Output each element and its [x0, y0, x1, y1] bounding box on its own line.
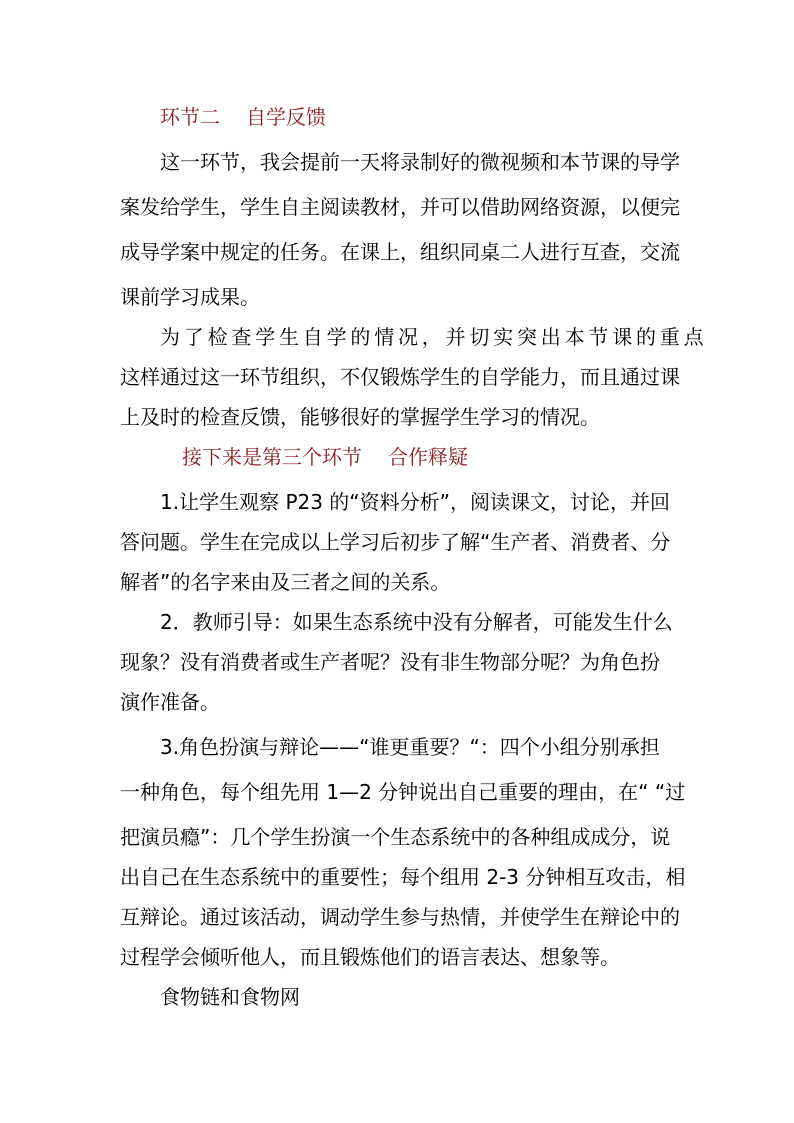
section2-heading-title: 自学反馈 — [246, 105, 326, 129]
section2-heading — [160, 105, 326, 129]
check-line-1: 为了检查学生自学的情况，并切实突出本节课的重点 — [160, 325, 708, 349]
section3-heading-label: 接下来是第三个环节 — [182, 445, 362, 469]
section3-heading — [182, 445, 468, 469]
item1-line-2: 答问题。学生在完成以上学习后初步了解“生产者、消费者、分 — [120, 530, 671, 554]
item2-line-1: 2．教师引导：如果生态系统中没有分解者，可能发生什么 — [160, 610, 673, 634]
item3-line-6: 过程学会倾听他人，而且锻炼他们的语言表达、想象等。 — [120, 945, 620, 969]
item2-line-2: 现象？没有消费者或生产者呢？没有非生物部分呢？为角色扮 — [120, 650, 660, 674]
section3-heading-title: 合作释疑 — [388, 445, 468, 469]
item3-line-1: 3.角色扮演与辩论——“谁更重要？“：四个小组分别承担 — [160, 735, 660, 759]
item3-line-2: 一种角色，每个组先用 1—2 分钟说出自己重要的理由，在“ “过 — [120, 780, 686, 804]
item2-line-3: 演作准备。 — [120, 690, 220, 714]
next-topic-heading: 食物链和食物网 — [160, 985, 300, 1009]
section2-line-4: 课前学习成果。 — [120, 285, 260, 309]
check-line-3: 上及时的检查反馈，能够很好的掌握学生学习的情况。 — [120, 405, 600, 429]
item1-line-3: 解者”的名字来由及三者之间的关系。 — [120, 570, 451, 594]
check-line-2: 这样通过这一环节组织，不仅锻炼学生的自学能力，而且通过课 — [120, 365, 680, 389]
item3-line-3: 把演员瘾”：几个学生扮演一个生态系统中的各种组成成分，说 — [120, 825, 671, 849]
item1-line-1: 1.让学生观察 P23 的“资料分析”，阅读课文，讨论，并回 — [160, 490, 671, 514]
item3-line-5: 互辩论。通过该活动，调动学生参与热情，并使学生在辩论中的 — [120, 905, 680, 929]
section2-heading-label: 环节二 — [160, 105, 220, 129]
item3-line-4: 出自己在生态系统中的重要性；每个组用 2-3 分钟相互攻击，相 — [120, 865, 686, 889]
section2-line-1: 这一环节，我会提前一天将录制好的微视频和本节课的导学 — [160, 150, 680, 174]
section2-line-3: 成导学案中规定的任务。在课上，组织同桌二人进行互查，交流 — [120, 240, 680, 264]
section2-line-2: 案发给学生，学生自主阅读教材，并可以借助网络资源，以便完 — [120, 195, 680, 219]
